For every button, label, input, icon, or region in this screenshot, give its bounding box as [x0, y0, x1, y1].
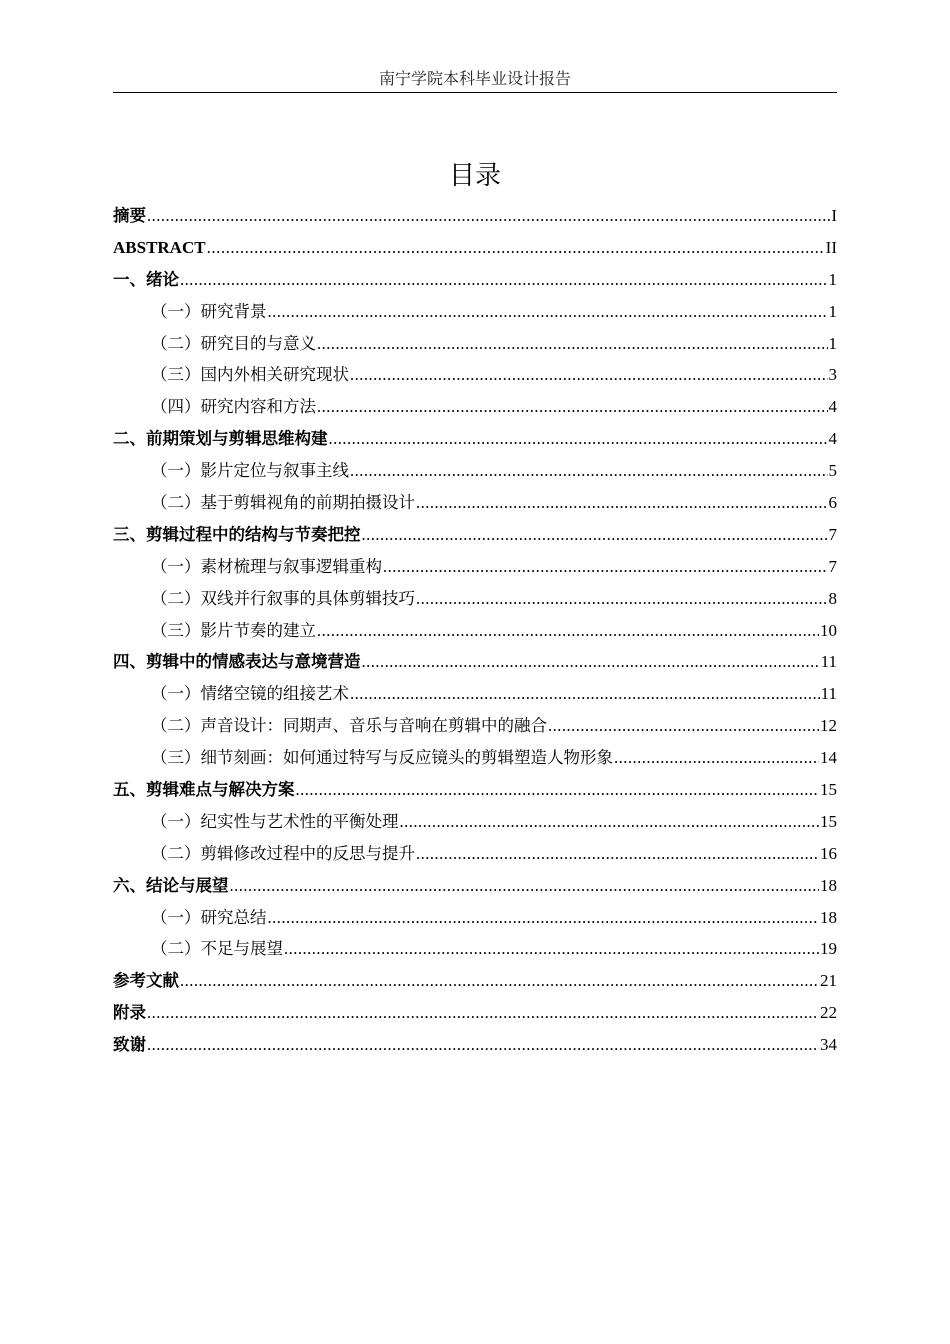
dot-leader	[350, 455, 828, 487]
dot-leader	[317, 328, 828, 360]
toc-entry-section[interactable]	[113, 583, 837, 615]
toc-entry-page: 6	[828, 493, 837, 513]
dot-leader	[362, 646, 820, 678]
dot-leader	[296, 774, 820, 806]
toc-entry-page: 22	[820, 1003, 837, 1023]
toc-entry-chapter-2[interactable]	[113, 423, 837, 455]
dot-leader	[284, 933, 819, 965]
toc-entry-label: 六、结论与展望	[113, 875, 229, 895]
toc-entry-page: 8	[828, 588, 837, 608]
toc-entry-label: （一）研究背景	[151, 301, 267, 321]
toc-entry-page: 34	[820, 1035, 837, 1055]
toc-entry-label: 三、剪辑过程中的结构与节奏把控	[113, 524, 361, 544]
toc-entry-acknowledgements[interactable]	[113, 1029, 837, 1061]
toc-entry-page: 7	[828, 524, 837, 544]
toc-entry-chapter-1[interactable]	[113, 264, 837, 296]
toc-entry-label: （二）基于剪辑视角的前期拍摄设计	[151, 493, 415, 513]
toc-entry-label: ABSTRACT	[113, 237, 206, 257]
toc-entry-label: （四）研究内容和方法	[151, 397, 316, 417]
toc-entry-label: 二、前期策划与剪辑思维构建	[113, 429, 328, 449]
toc-title: 目录	[448, 161, 501, 191]
toc-entry-chapter-6[interactable]	[113, 870, 837, 902]
toc-entry-page: 4	[828, 397, 837, 417]
toc-entry-page: 18	[820, 907, 837, 927]
toc-entry-section[interactable]	[113, 742, 837, 774]
toc-entry-page: 19	[820, 939, 837, 959]
toc-entry-page: 3	[828, 365, 837, 385]
toc-entry-chapter-4[interactable]	[113, 646, 837, 678]
toc-entry-label: （一）情绪空镜的组接艺术	[151, 684, 349, 704]
toc-entry-label: 四、剪辑中的情感表达与意境营造	[113, 652, 361, 672]
toc-entry-label: 致谢	[113, 1035, 146, 1055]
dot-leader	[416, 838, 819, 870]
dot-leader	[350, 678, 820, 710]
dot-leader	[268, 296, 828, 328]
toc-entry-abstract-en[interactable]	[113, 232, 837, 264]
toc-entry-label: （一）影片定位与叙事主线	[151, 461, 349, 481]
page-header	[113, 68, 837, 93]
dot-leader	[147, 1029, 819, 1061]
toc-entry-page: 11	[820, 684, 837, 704]
toc-entry-page: 4	[828, 429, 837, 449]
dot-leader	[268, 902, 820, 934]
dot-leader	[383, 551, 828, 583]
toc-entry-label: （二）声音设计：同期声、音乐与音响在剪辑中的融合	[151, 716, 547, 736]
dot-leader	[548, 710, 819, 742]
toc-entry-page: 5	[828, 461, 837, 481]
toc-entry-page: 12	[820, 716, 837, 736]
toc-entry-page: 1	[828, 333, 837, 353]
toc-entry-abstract-cn[interactable]	[113, 200, 837, 232]
toc-entry-label: （一）纪实性与艺术性的平衡处理	[151, 811, 399, 831]
toc-entry-label: （一）研究总结	[151, 907, 267, 927]
toc-entry-section[interactable]	[113, 328, 837, 360]
dot-leader	[147, 200, 830, 232]
toc-entry-label: （二）剪辑修改过程中的反思与提升	[151, 843, 415, 863]
dot-leader	[180, 965, 819, 997]
toc-entry-label: （三）细节刻画：如何通过特写与反应镜头的剪辑塑造人物形象	[151, 748, 613, 768]
toc-entry-section[interactable]	[113, 359, 837, 391]
toc-entry-label: （三）国内外相关研究现状	[151, 365, 349, 385]
toc-entry-section[interactable]	[113, 838, 837, 870]
dot-leader	[180, 264, 828, 296]
dot-leader	[207, 232, 825, 264]
toc-entry-section[interactable]	[113, 806, 837, 838]
dot-leader	[329, 423, 828, 455]
dot-leader	[614, 742, 819, 774]
toc-entry-page: 10	[820, 620, 837, 640]
toc-entry-page: 15	[820, 811, 837, 831]
dot-leader	[416, 583, 828, 615]
toc-entry-label: （一）素材梳理与叙事逻辑重构	[151, 556, 382, 576]
toc-entry-section[interactable]	[113, 933, 837, 965]
toc-entry-page: 14	[820, 748, 837, 768]
toc-entry-section[interactable]	[113, 902, 837, 934]
toc-entry-page: 16	[820, 843, 837, 863]
toc-entry-page: 18	[820, 875, 837, 895]
toc-entry-appendix[interactable]	[113, 997, 837, 1029]
toc-entry-label: （二）研究目的与意义	[151, 333, 316, 353]
dot-leader	[230, 870, 820, 902]
toc-entry-page: 15	[820, 780, 837, 800]
toc-entry-section[interactable]	[113, 551, 837, 583]
dot-leader	[362, 519, 828, 551]
toc-entry-section[interactable]	[113, 678, 837, 710]
toc-entry-label: 参考文献	[113, 971, 179, 991]
toc-entry-label: （三）影片节奏的建立	[151, 620, 316, 640]
toc-entry-label: 一、绪论	[113, 269, 179, 289]
toc-entry-chapter-5[interactable]	[113, 774, 837, 806]
toc-entry-page: I	[831, 206, 837, 225]
toc-entry-page: II	[825, 237, 837, 257]
dot-leader	[317, 615, 819, 647]
toc-entry-label: 五、剪辑难点与解决方案	[113, 780, 295, 800]
toc-entry-page: 1	[828, 269, 837, 289]
toc-entry-page: 21	[820, 971, 837, 991]
dot-leader	[400, 806, 820, 838]
toc-entry-section[interactable]	[113, 391, 837, 423]
toc-entry-chapter-3[interactable]	[113, 519, 837, 551]
toc-entry-label: 附录	[113, 1003, 146, 1023]
dot-leader	[350, 359, 828, 391]
toc-entry-page: 1	[828, 301, 837, 321]
dot-leader	[147, 997, 819, 1029]
toc-entry-page: 11	[820, 652, 837, 672]
running-title: 南宁学院本科毕业设计报告	[378, 69, 571, 88]
toc-entry-section[interactable]	[113, 710, 837, 742]
toc-entry-section[interactable]	[113, 296, 837, 328]
toc-entry-references[interactable]	[113, 965, 837, 997]
dot-leader	[416, 487, 828, 519]
toc-entry-page: 7	[828, 556, 837, 576]
toc-entry-section[interactable]	[113, 487, 837, 519]
toc-entry-label: 摘要	[113, 206, 146, 225]
toc-entry-section[interactable]	[113, 615, 837, 647]
toc-entry-label: （二）不足与展望	[151, 939, 283, 959]
toc-entry-section[interactable]	[113, 455, 837, 487]
toc-entry-label: （二）双线并行叙事的具体剪辑技巧	[151, 588, 415, 608]
table-of-contents	[113, 200, 837, 1061]
dot-leader	[317, 391, 828, 423]
